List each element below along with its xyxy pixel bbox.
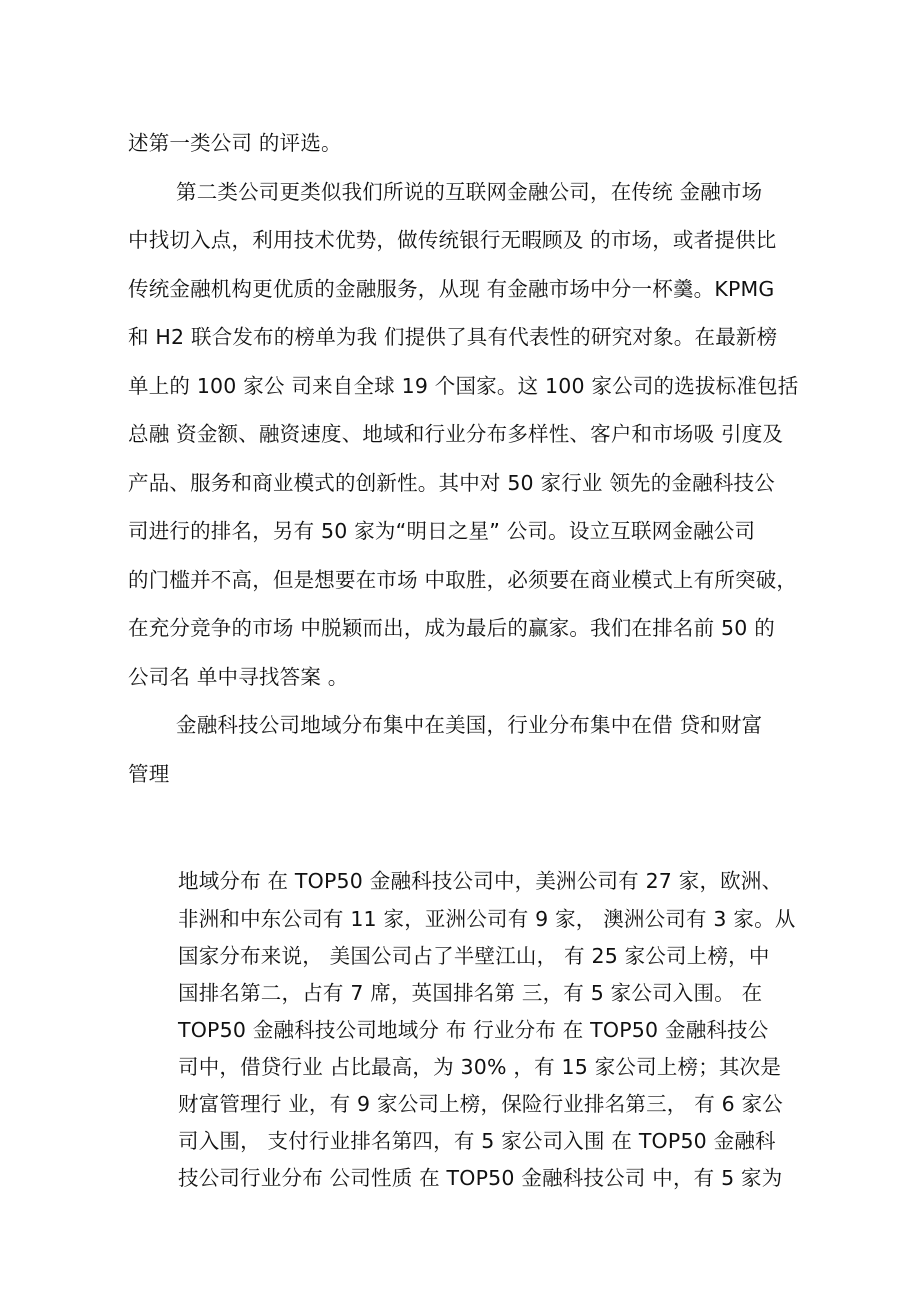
paragraph-3-line-9: 技公司行业分布 公司性质 在 TOP50 金融科技公司 中，有 5 家为 xyxy=(178,1166,783,1190)
section-heading-line-1: 金融科技公司地域分布集中在美国，行业分布集中在借 贷和财富 xyxy=(176,713,763,737)
paragraph-3-line-1: 地域分布 在 TOP50 金融科技公司中，美洲公司有 27 家，欧洲、 xyxy=(178,869,783,893)
paragraph-2-line-2: 中找切入点，利用技术优势，做传统银行无暇顾及 的市场，或者提供比 xyxy=(128,228,777,252)
paragraph-2-line-5: 单上的 100 家公 司来自全球 19 个国家。这 100 家公司的选拔标准包括 xyxy=(128,374,799,398)
paragraph-2-line-7: 产品、服务和商业模式的创新性。其中对 50 家行业 领先的金融科技公 xyxy=(128,471,775,495)
paragraph-3-line-4: 国排名第二，占有 7 席，英国排名第 三，有 5 家公司入围。 在 xyxy=(178,981,763,1005)
paragraph-3-line-7: 财富管理行 业，有 9 家公司上榜，保险行业排名第三， 有 6 家公 xyxy=(178,1092,783,1116)
paragraph-2-line-4: 和 H2 联合发布的榜单为我 们提供了具有代表性的研究对象。在最新榜 xyxy=(128,325,778,349)
paragraph-3-line-8: 司入围， 支付行业排名第四，有 5 家公司入围 在 TOP50 金融科 xyxy=(178,1129,776,1153)
paragraph-2-line-10: 在充分竞争的市场 中脱颖而出，成为最后的赢家。我们在排名前 50 的 xyxy=(128,616,775,640)
paragraph-2-line-1: 第二类公司更类似我们所说的互联网金融公司，在传统 金融市场 xyxy=(176,180,763,204)
paragraph-2-line-3: 传统金融机构更优质的金融服务，从现 有金融市场中分一杯羹。KPMG xyxy=(128,277,775,301)
paragraph-2-line-6: 总融 资金额、融资速度、地域和行业分布多样性、客户和市场吸 引度及 xyxy=(128,422,784,446)
section-heading-line-2: 管理 xyxy=(128,762,170,786)
paragraph-2-line-9: 的门槛并不高，但是想要在市场 中取胜，必须要在商业模式上有所突破， xyxy=(128,568,798,592)
paragraph-3-line-6: 司中，借贷行业 占比最高，为 30% ，有 15 家公司上榜；其次是 xyxy=(178,1055,782,1079)
paragraph-3-line-5: TOP50 金融科技公司地域分 布 行业分布 在 TOP50 金融科技公 xyxy=(178,1018,769,1042)
paragraph-3-line-3: 国家分布来说， 美国公司占了半壁江山， 有 25 家公司上榜，中 xyxy=(178,944,770,968)
paragraph-3-line-2: 非洲和中东公司有 11 家，亚洲公司有 9 家， 澳洲公司有 3 家。从 xyxy=(178,907,796,931)
paragraph-1-line-1: 述第一类公司 的评选。 xyxy=(128,131,342,155)
paragraph-2-line-8: 司进行的排名，另有 50 家为“明日之星” 公司。设立互联网金融公司 xyxy=(128,519,756,543)
paragraph-2-line-11: 公司名 单中寻找答案 。 xyxy=(128,665,349,689)
